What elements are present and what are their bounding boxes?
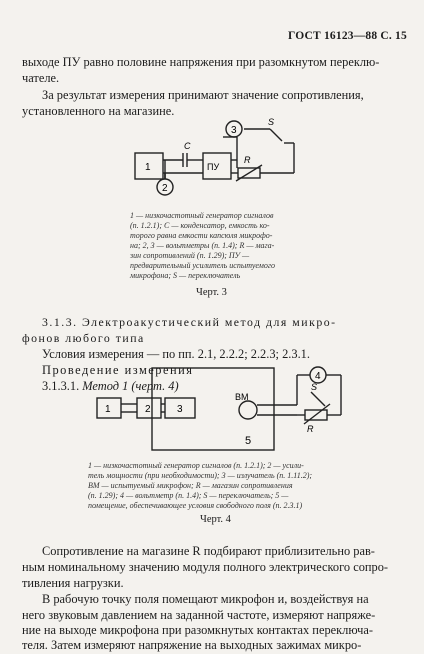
fig3-label-3: 3 [231, 125, 237, 136]
fig3-caption-line: 1 — низкочастотный генератор сигналов [130, 211, 274, 220]
circuit-diagram-fig4 [85, 362, 355, 457]
circuit-diagram-fig3 [120, 115, 310, 200]
fig4-caption-line: ВМ — испытуемый микрофон; R — магазин сопротивления [88, 481, 293, 490]
method-number: 3.1.3.1. [42, 379, 80, 393]
fig3-label-c: С [184, 141, 191, 151]
fig4-label-3: 3 [177, 404, 183, 415]
paragraph-line: теля. Затем измеряют напряжение на выходных зажимах микро- [22, 638, 362, 652]
paragraph-line: установленного на магазине. [22, 104, 175, 118]
fig4-label-2: 2 [145, 404, 151, 415]
page-header: ГОСТ 16123—88 С. 15 [288, 30, 407, 42]
fig3-label-r: R [244, 155, 251, 165]
fig4-title: Черт. 4 [200, 514, 231, 525]
conditions-line: Условия измерения — по пп. 2.1, 2.2.2; 2.2.3; 2.3.1. [42, 347, 310, 361]
fig4-label-1: 1 [105, 404, 111, 415]
paragraph-line: ным номинальному значению модуля полного электрического сопро- [22, 560, 389, 574]
fig3-caption-line: торого равна емкости капсюля микрофо- [130, 231, 273, 240]
fig4-label-5: 5 [245, 435, 252, 447]
fig4-label-r: R [307, 424, 314, 434]
paragraph-line: За результат измерения принимают значение сопротивления, [42, 88, 364, 102]
fig4-caption-line: помещение, обеспечивающее условия свободного поля (п. 2.3.1) [88, 501, 303, 510]
subheading: Проведение измерения [42, 363, 194, 377]
paragraph-line: чателе. [22, 71, 60, 85]
fig3-caption-line: зин сопротивлений (п. 1.29); ПУ — [130, 251, 250, 260]
fig4-caption-line: тель мощности (при необходимости); 3 — излучатель (п. 1.11.2); [88, 471, 313, 480]
fig4-label-4: 4 [315, 371, 321, 382]
fig3-caption-line: микрофона; S — переключатель [130, 271, 241, 280]
paragraph-line: выходе ПУ равно половине напряжения при разомкнутом переклю- [22, 55, 380, 69]
fig3-label-1: 1 [145, 162, 151, 173]
fig4-caption-line: (п. 1.29); 4 — вольтметр (п. 1.4); S — переключатель; 5 — [88, 491, 289, 500]
paragraph-line: ние на выходе микрофона при разомкнутых контактах переключа- [22, 623, 373, 637]
fig4-caption-line: 1 — низкочастотный генератор сигналов (п. 1.2.1); 2 — усили- [88, 461, 304, 470]
paragraph-line: него звуковым давлением на заданной частоте, измеряют напряже- [22, 608, 376, 622]
fig3-title: Черт. 3 [196, 287, 227, 298]
method-title: Метод 1 (черт. 4) [82, 379, 179, 393]
fig4-label-s: S [311, 382, 318, 392]
fig3-caption-line: предварительный усилитель испытуемого [130, 261, 275, 270]
fig3-label-s: S [268, 117, 275, 127]
fig3-caption-line: на; 2, 3 — вольтметры (п. 1.4); R — мага- [130, 241, 275, 250]
paragraph-line: В рабочую точку поля помещают микрофон и, воздействуя на [42, 592, 369, 606]
section-heading-cont: фонов любого типа [22, 331, 145, 345]
fig3-caption-line: (п. 1.2.1); С — конденсатор, емкость ко- [130, 221, 270, 230]
fig3-label-2: 2 [162, 183, 168, 194]
section-heading: 3.1.3. Электроакустический метод для микро- [42, 315, 337, 329]
paragraph-line: тивления нагрузки. [22, 576, 124, 590]
fig3-label-pu: ПУ [207, 162, 220, 172]
fig4-microphone [239, 401, 257, 419]
fig4-label-bm: ВМ [235, 392, 249, 402]
paragraph-line: Сопротивление на магазине R подбирают приблизительно рав- [42, 544, 375, 558]
